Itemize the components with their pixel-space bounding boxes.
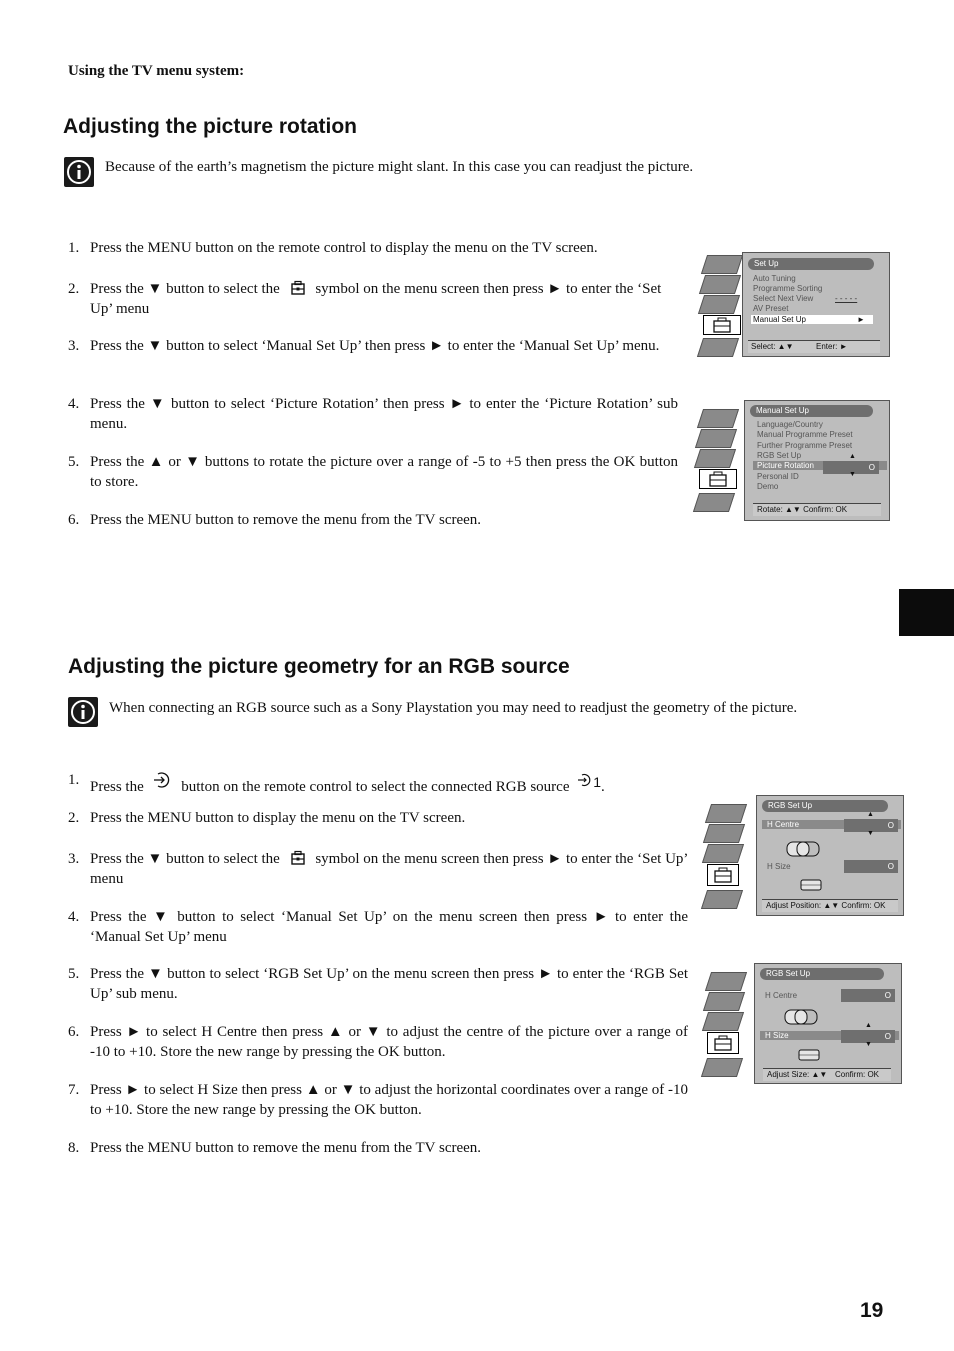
sound-menu-icon: [703, 992, 745, 1011]
h-size-diagram-icon: [799, 878, 823, 892]
h-centre-item[interactable]: H Centre: [765, 991, 798, 1000]
up-arrow-icon: ▲: [849, 453, 856, 460]
source-number: 1: [593, 774, 602, 790]
picture-menu-icon: [705, 804, 747, 823]
menu-item[interactable]: Programme Sorting: [753, 284, 823, 293]
sound-menu-icon: [695, 429, 737, 448]
step-item: 3. Press the ▼ button to select ‘Manual Set Up’ then press ► to enter the ‘Manual Set Up’ menu.: [68, 338, 660, 354]
setup-icon: [290, 280, 306, 296]
rgb-setup-menu-panel: [756, 795, 904, 916]
setup-menu-panel: [742, 252, 890, 357]
down-arrow-icon: ▼: [849, 471, 856, 478]
intro-text: Because of the earth’s magnetism the picture might slant. In this case you can readjust the picture.: [105, 159, 694, 175]
menu-title: RGB Set Up: [760, 968, 884, 980]
menu-item[interactable]: Language/Country: [757, 420, 823, 429]
status-bar: Rotate: ▲▼ Confirm: OK: [753, 503, 881, 516]
section-title-rgb: Adjusting the picture geometry for an RGB source: [68, 655, 570, 678]
up-arrow-icon: ▲: [865, 1022, 872, 1029]
menu-item-selected[interactable]: Manual Set Up: [751, 315, 873, 324]
h-centre-item[interactable]: H Centre: [762, 820, 901, 829]
enter-arrow: ►: [857, 315, 865, 324]
step-item: 6. Press ► to select H Centre then press ▲ or ▼ to adjust the centre of the picture over a range of -10 to +10. Store the new range by pressing the OK button.: [68, 1024, 688, 1060]
rgb-setup-menu-screen: [702, 795, 902, 916]
page-number: 19: [860, 1299, 884, 1322]
h-size-value-bar[interactable]: O: [841, 1030, 895, 1043]
step-item: 8. Press the MENU button to remove the menu from the TV screen.: [68, 1140, 482, 1156]
step-item: 3. Press the ▼ button to select the symbol on the menu screen then press ► to enter the ‘Set Up’ menu: [68, 851, 688, 887]
h-centre-value-bar[interactable]: O: [841, 989, 895, 1002]
sound-menu-icon: [703, 824, 745, 843]
h-size-item[interactable]: H Size: [760, 1031, 899, 1040]
input-icon: [152, 771, 174, 789]
h-centre-diagram-icon: [785, 840, 823, 858]
rgb-setup-menu-screen: [702, 963, 902, 1084]
setup-menu-icon: [707, 864, 739, 886]
setup-icon: [290, 850, 306, 866]
h-centre-value-bar[interactable]: O: [844, 819, 898, 832]
h-size-value-bar[interactable]: O: [844, 860, 898, 873]
step-item: 4. Press the ▼ button to select ‘Picture Rotation’ then press ► to enter the ‘Picture Rotation’ sub menu.: [68, 396, 678, 432]
picture-menu-icon: [701, 255, 743, 274]
h-centre-diagram-icon: [783, 1008, 821, 1026]
manual-setup-menu-panel: [744, 400, 890, 521]
step-item: 5. Press the ▼ button to select ‘RGB Set Up’ on the menu screen then press ► to enter the ‘RGB Set Up’ sub menu.: [68, 966, 688, 1002]
setup-menu-icon: [707, 1032, 739, 1054]
teletext-menu-icon: [701, 890, 743, 909]
step-item: 1. Press the button on the remote control to select the connected RGB source 1.: [68, 772, 605, 795]
intro-text: When connecting an RGB source such as a Sony Playstation you may need to readjust the geometry of the picture.: [109, 700, 798, 716]
step-item: 1. Press the MENU button on the remote control to display the menu on the TV screen.: [68, 240, 598, 256]
picture-menu-icon: [705, 972, 747, 991]
step-item: 2. Press the ▼ button to select the symbol on the menu screen then press ► to enter the ‘Set Up’ menu: [68, 281, 662, 317]
menu-item[interactable]: Manual Programme Preset: [757, 430, 853, 439]
menu-item[interactable]: AV Preset: [753, 304, 789, 313]
menu-title: Set Up: [748, 258, 874, 270]
down-arrow-icon: ▼: [867, 830, 874, 837]
status-bar: Adjust Position: ▲▼ Confirm: OK: [762, 899, 898, 912]
section-tab: [899, 589, 954, 636]
input-source-icon: [577, 773, 593, 787]
menu-item[interactable]: Demo: [757, 482, 779, 491]
section-title-rotation: Adjusting the picture rotation: [63, 115, 357, 138]
feature-menu-icon: [694, 449, 736, 468]
menu-title: RGB Set Up: [762, 800, 888, 812]
status-bar: Adjust Size: ▲▼ Confirm: OK: [763, 1068, 891, 1081]
h-size-item[interactable]: H Size: [767, 862, 791, 871]
menu-item[interactable]: Personal ID: [757, 472, 799, 481]
teletext-menu-icon: [693, 493, 735, 512]
menu-item[interactable]: Auto Tuning: [753, 274, 796, 283]
menu-item-selected[interactable]: Picture Rotation: [753, 461, 887, 470]
step-item: 7. Press ► to select H Size then press ▲ or ▼ to adjust the horizontal coordinates over a range of -10 to +10. Store the new range by pressing the OK button.: [68, 1082, 688, 1118]
rgb-setup-menu-panel: [754, 963, 902, 1084]
step-item: 4. Press the ▼ button to select ‘Manual Set Up’ on the menu screen then press ► to enter the ‘Manual Set Up’ menu: [68, 909, 688, 945]
menu-item[interactable]: RGB Set Up: [757, 451, 802, 460]
step-item: 5. Press the ▲ or ▼ buttons to rotate the picture over a range of -5 to +5 then press the OK button to store.: [68, 454, 678, 490]
select-next-view-value: - - - - -: [835, 294, 858, 303]
info-icon: [64, 157, 94, 187]
setup-menu-screen: [698, 252, 890, 357]
feature-menu-icon: [702, 1012, 744, 1031]
feature-menu-icon: [698, 295, 740, 314]
menu-title: Manual Set Up: [750, 405, 873, 417]
running-header: Using the TV menu system:: [68, 63, 245, 79]
picture-menu-icon: [697, 409, 739, 428]
down-arrow-icon: ▼: [865, 1041, 872, 1048]
step-item: 2. Press the MENU button to display the menu on the TV screen.: [68, 810, 466, 826]
step-item: 6. Press the MENU button to remove the menu from the TV screen.: [68, 512, 482, 528]
setup-menu-icon: [703, 315, 741, 335]
menu-item[interactable]: Further Programme Preset: [757, 441, 853, 450]
manual-setup-menu-screen: [694, 400, 890, 521]
status-bar: Select: ▲▼ Enter: ►: [748, 340, 880, 353]
sound-menu-icon: [699, 275, 741, 294]
teletext-menu-icon: [697, 338, 739, 357]
up-arrow-icon: ▲: [867, 811, 874, 818]
setup-menu-icon: [699, 469, 737, 489]
rotation-value-bar[interactable]: O: [823, 461, 879, 474]
teletext-menu-icon: [701, 1058, 743, 1077]
info-icon: [68, 697, 98, 727]
h-size-diagram-icon: [797, 1048, 821, 1062]
feature-menu-icon: [702, 844, 744, 863]
menu-item[interactable]: Select Next View: [753, 294, 814, 303]
